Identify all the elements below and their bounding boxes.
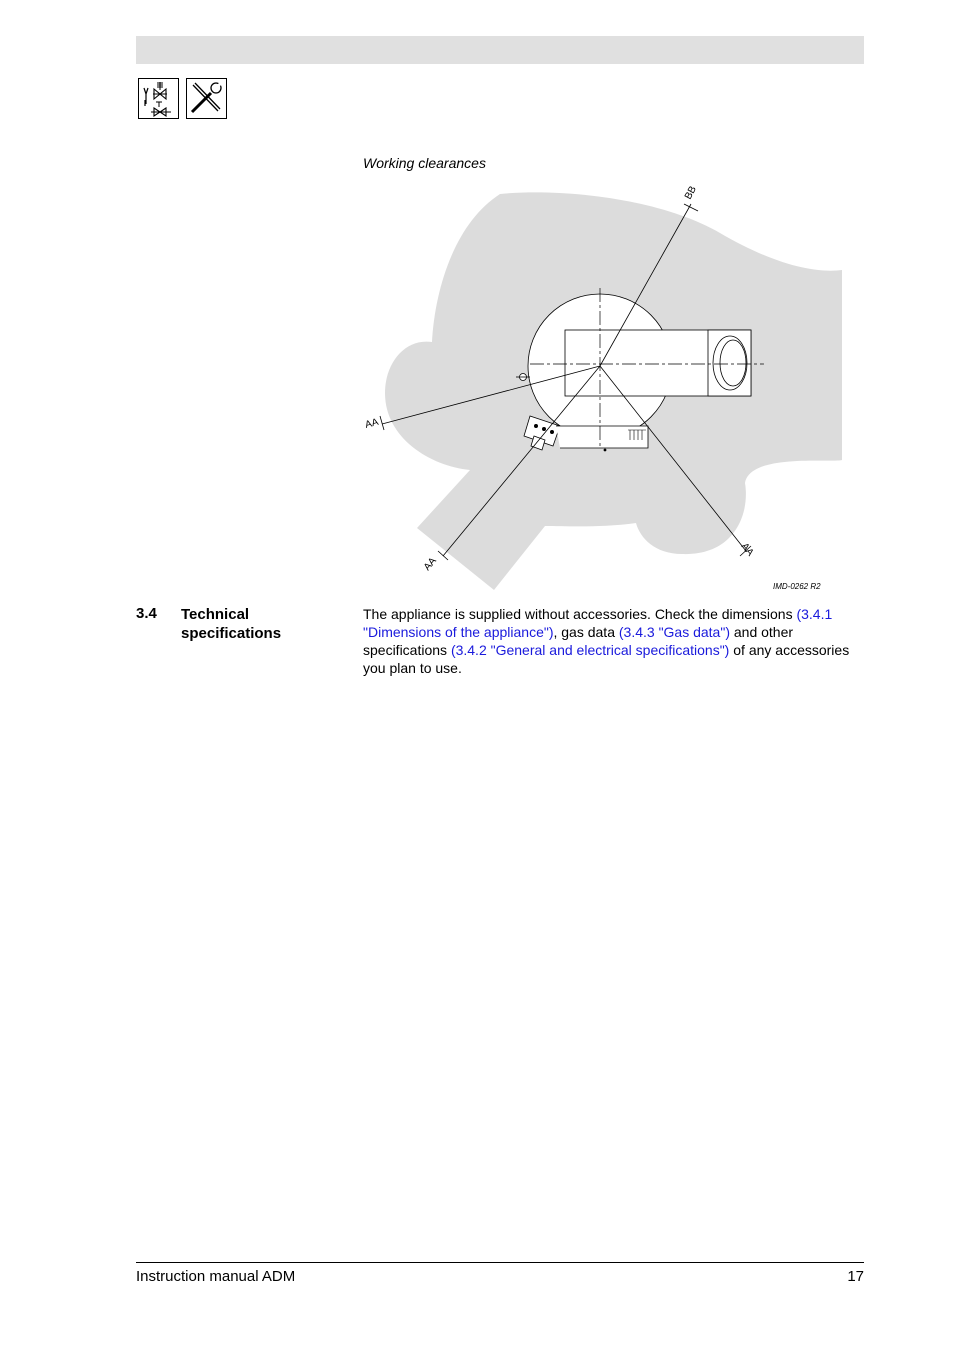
figure-reference: IMD-0262 R2 <box>773 582 821 591</box>
dimension-label-aa-bottom-right: AA <box>738 541 756 559</box>
tools-icon <box>186 78 227 119</box>
figure-caption: Working clearances <box>363 155 486 171</box>
link-dimensions[interactable]: (3.4.1 "Dimensions of the appliance") <box>363 606 833 640</box>
section-number: 3.4 <box>136 605 157 622</box>
footer-manual-title: Instruction manual ADM <box>136 1268 296 1285</box>
section-body <box>363 605 863 677</box>
header-bar <box>136 36 864 64</box>
footer-divider <box>136 1262 864 1263</box>
footer-page-number: 17 <box>847 1268 864 1285</box>
body-text-3: and other specifications <box>363 624 794 658</box>
section-title: Technical specifications <box>181 606 282 642</box>
body-text-4: of any accessories you plan to use. <box>363 642 850 676</box>
gas-valve-icon <box>138 78 179 119</box>
body-text-1: The appliance is supplied without accessories. Check the dimensions <box>363 606 797 622</box>
dimension-label-aa-bottom-left: AA <box>421 555 439 573</box>
link-general-specifications[interactable]: (3.4.2 "General and electrical specifications") <box>450 642 730 658</box>
working-clearances-figure <box>360 178 850 598</box>
dimension-label-bb: BB <box>682 184 699 202</box>
link-gas-data[interactable]: (3.4.3 "Gas data") <box>618 624 730 640</box>
dimension-label-aa-left: AA <box>363 416 380 431</box>
body-text-2: , gas data <box>553 624 619 640</box>
